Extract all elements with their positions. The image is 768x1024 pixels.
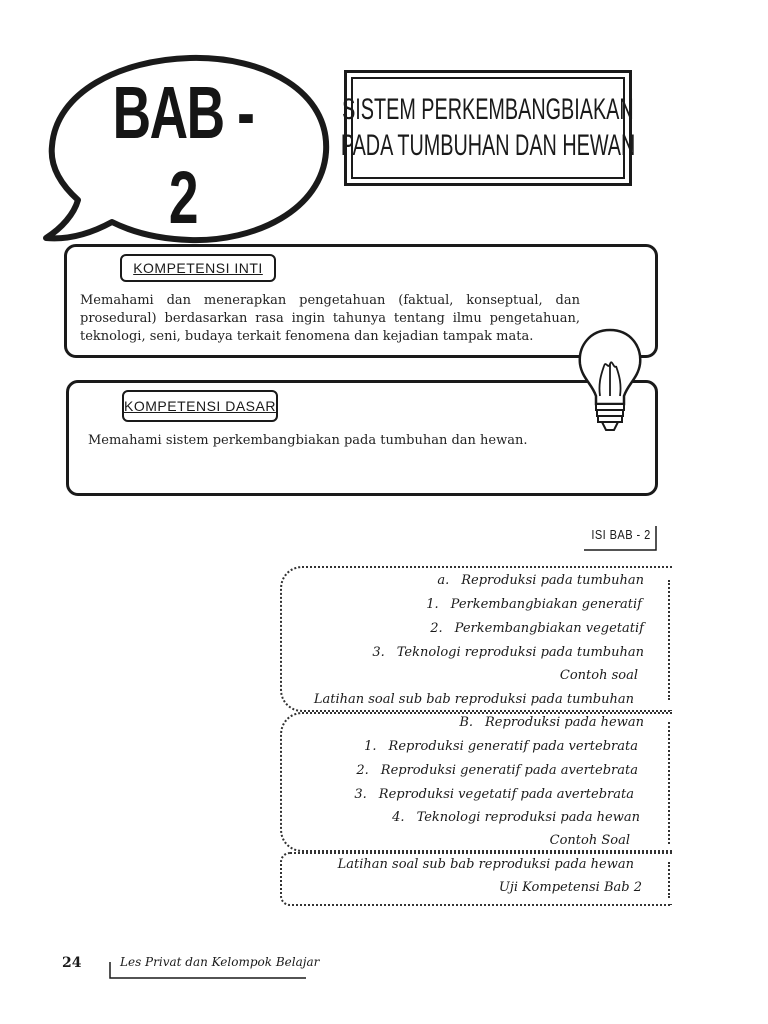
toc-item: Contoh Soal — [549, 833, 630, 848]
toc-item: Contoh soal — [559, 668, 638, 683]
toc-item: 1. Perkembangbiakan generatif — [426, 597, 642, 612]
chapter-title-inner — [340, 77, 636, 179]
kompetensi-dasar-text: Memahami sistem perkembangbiakan pada tumbuhan dan hewan. — [88, 433, 528, 448]
toc-item: 2. Perkembangbiakan vegetatif — [430, 621, 644, 636]
isi-bab-label: ISI BAB - 2 — [591, 527, 651, 542]
chapter-title-line-2: PADA TUMBUHAN DAN HEWAN — [340, 129, 636, 162]
kompetensi-inti-label: KOMPETENSI INTI — [120, 254, 276, 282]
toc-item: B. Reproduksi pada hewan — [459, 715, 644, 730]
toc-item: 2. Reproduksi generatif pada avertebrata — [356, 763, 638, 778]
chapter-label: BAB - 2 — [112, 71, 254, 239]
footer-text: Les Privat dan Kelompok Belajar — [120, 955, 320, 969]
toc-item: 3. Reproduksi vegetatif pada avertebrata — [354, 787, 634, 802]
toc-item: 4. Teknologi reproduksi pada hewan — [392, 810, 640, 825]
toc-edge-b — [668, 722, 670, 844]
toc-edge-a — [668, 580, 670, 700]
kompetensi-dasar-label: KOMPETENSI DASAR — [122, 390, 278, 422]
toc-edge-c — [668, 862, 670, 898]
chapter-title-line-1: SISTEM PERKEMBANGBIAKAN — [342, 93, 634, 126]
toc-item: 3. Teknologi reproduksi pada tumbuhan — [372, 645, 644, 660]
light-bulb-icon — [572, 326, 648, 436]
kompetensi-inti-text: Memahami dan menerapkan pengetahuan (faktual, konseptual, dan prosedural) berdasarkan rasa ingin tahunya tentang ilmu pengetahuan, teknologi, seni, budaya terkait fenomena dan kejadian tampak mata. — [80, 293, 580, 344]
toc-item: Uji Kompetensi Bab 2 — [498, 880, 642, 895]
toc-group-hewan — [280, 712, 672, 852]
toc-item: Latihan soal sub bab reproduksi pada hewan — [337, 857, 634, 872]
chapter-title-box — [340, 70, 636, 186]
toc-item: Latihan soal sub bab reproduksi pada tumbuhan — [313, 692, 634, 707]
toc-item: 1. Reproduksi generatif pada vertebrata — [364, 739, 638, 754]
toc-item: a. Reproduksi pada tumbuhan — [437, 573, 644, 588]
page-number: 24 — [62, 955, 82, 971]
